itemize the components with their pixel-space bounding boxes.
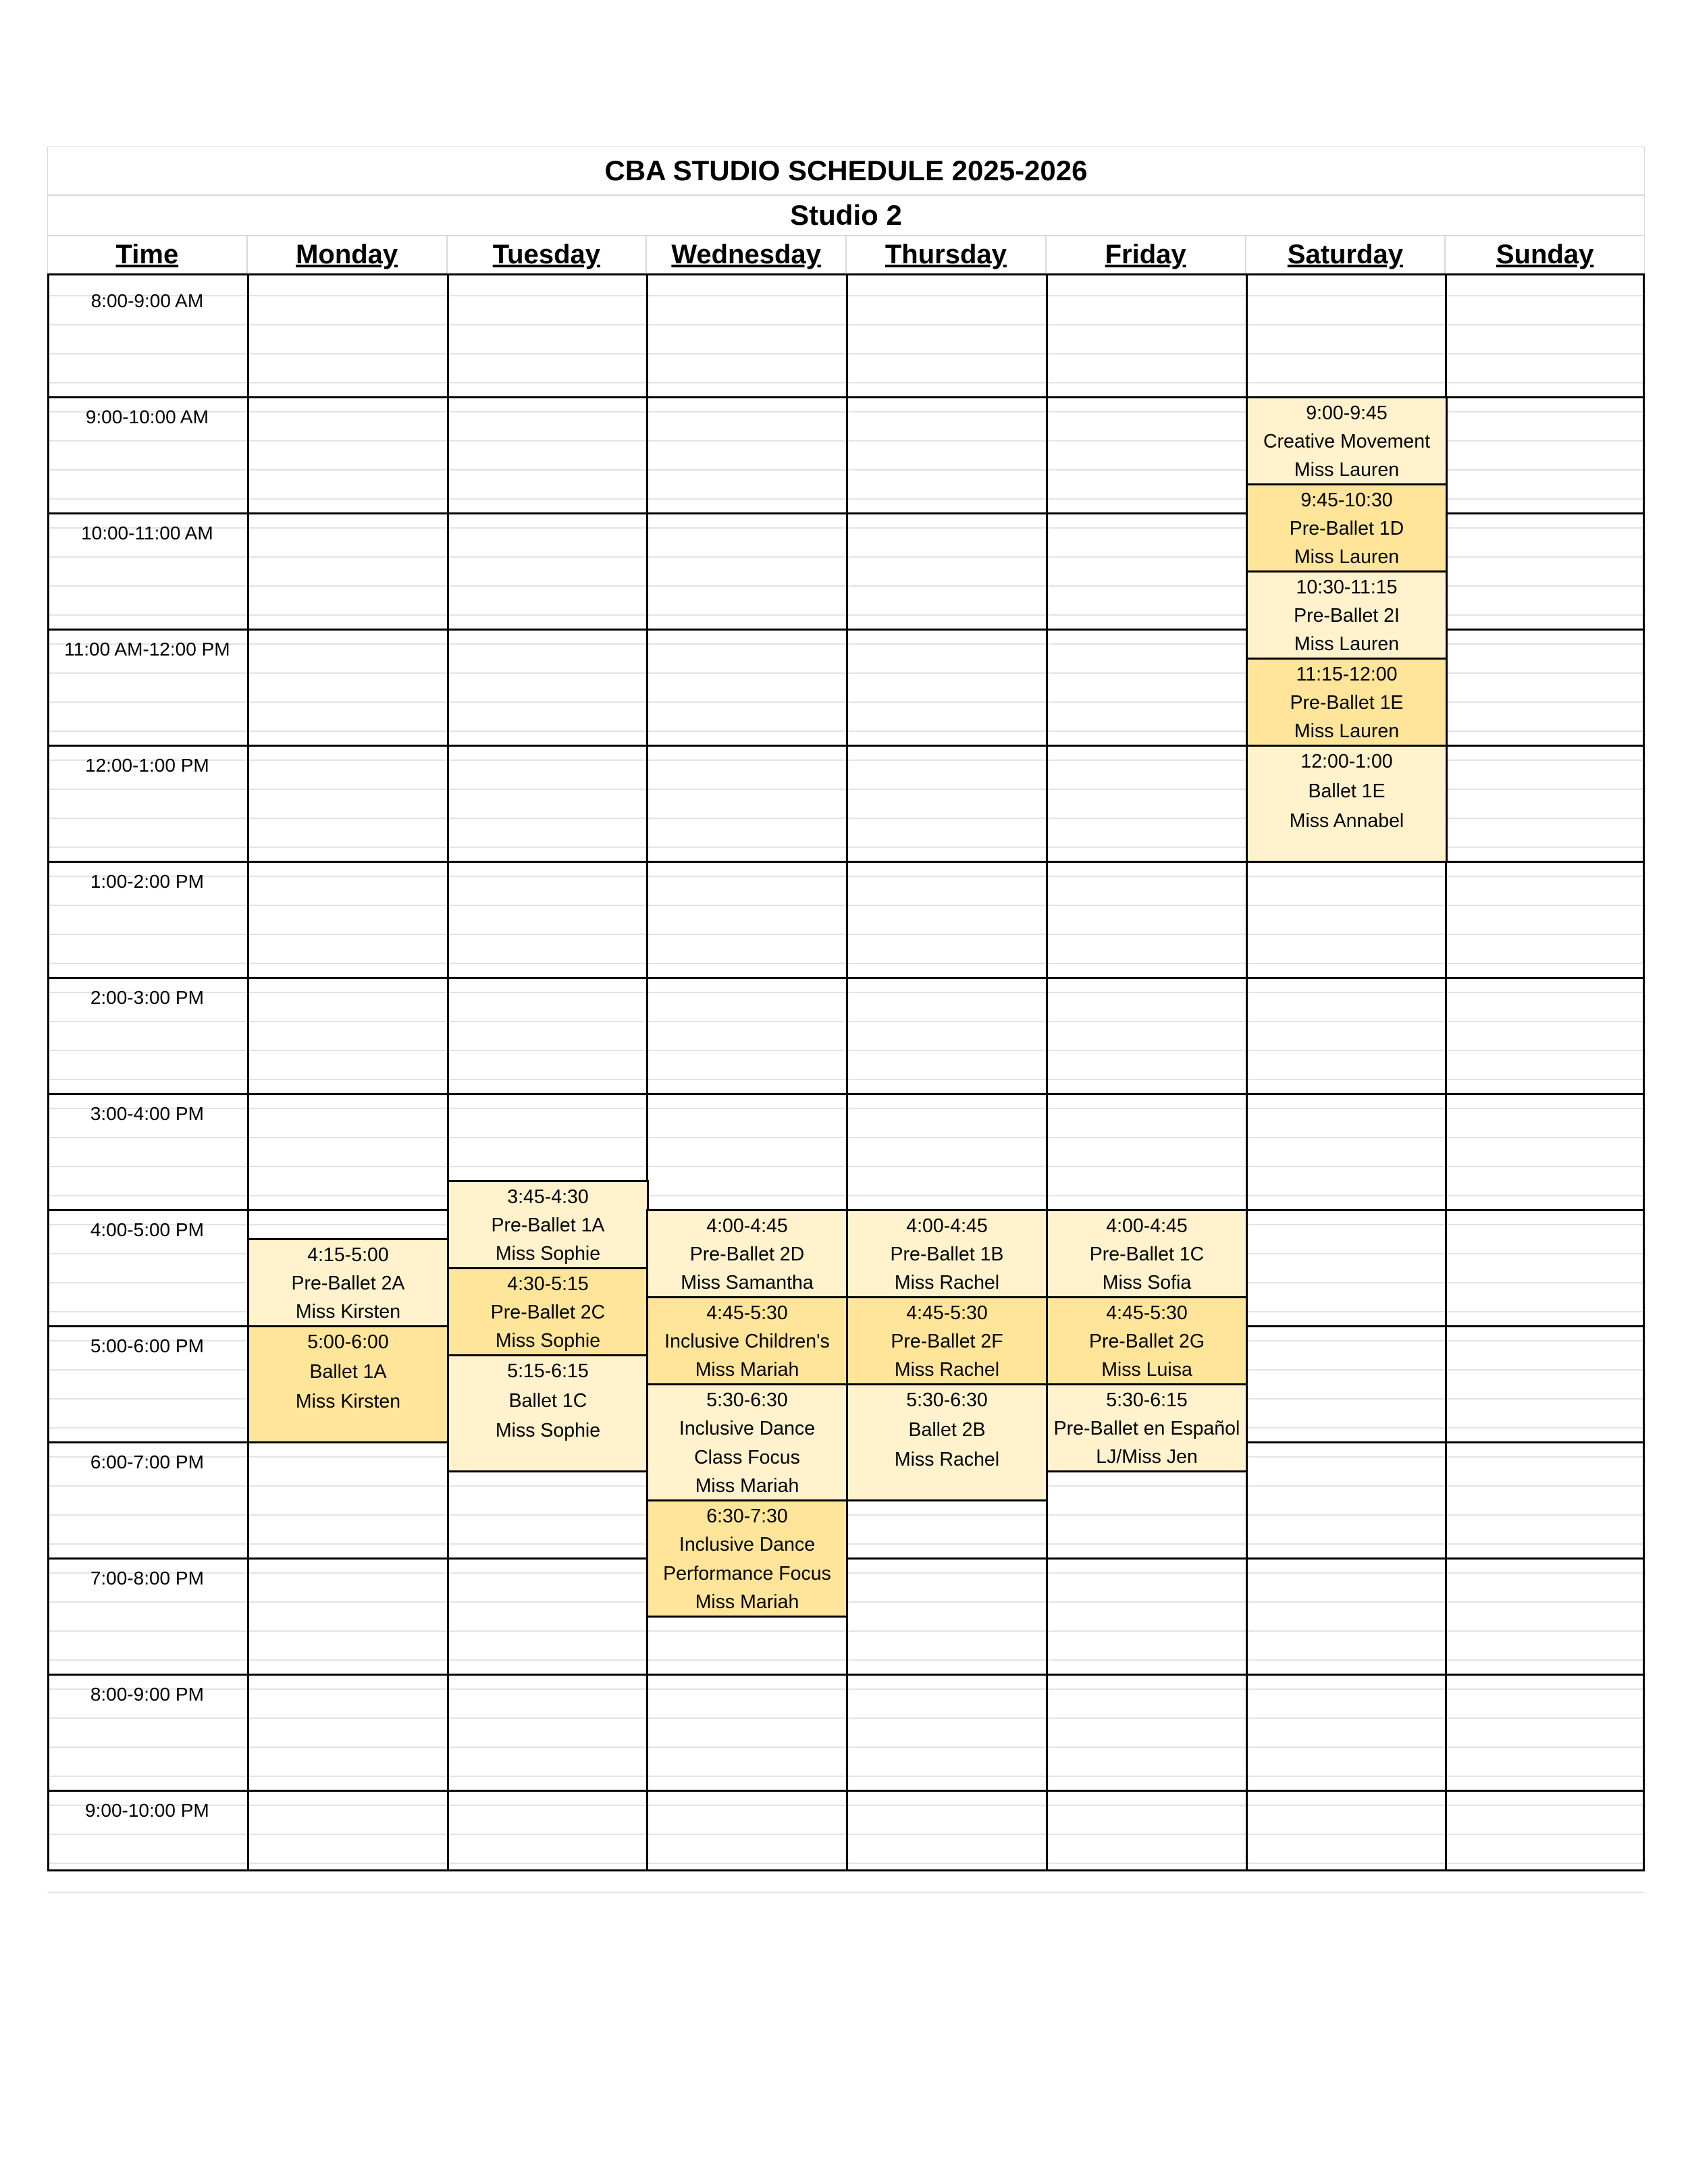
header-time: Time bbox=[47, 236, 247, 273]
schedule-sheet bbox=[47, 147, 1645, 1871]
class-name: Ballet 2B bbox=[908, 1419, 986, 1441]
class-block bbox=[247, 1238, 449, 1327]
time-slot-label: 12:00-1:00 PM bbox=[85, 755, 209, 776]
time-slot-label: 10:00-11:00 AM bbox=[81, 523, 213, 543]
class-name: Pre-Ballet 2A bbox=[291, 1273, 405, 1294]
class-block bbox=[1046, 1383, 1248, 1472]
time-slot-label: 8:00-9:00 AM bbox=[90, 290, 204, 311]
class-time: 4:45-5:30 bbox=[706, 1302, 788, 1324]
class-instructor: Miss Mariah bbox=[695, 1359, 799, 1381]
class-block bbox=[646, 1499, 848, 1618]
header-saturday: Saturday bbox=[1246, 236, 1446, 273]
time-slot-label: 1:00-2:00 PM bbox=[90, 871, 204, 892]
class-instructor: Miss Sophie bbox=[495, 1330, 601, 1352]
class-name: Pre-Ballet 2I bbox=[1294, 605, 1400, 627]
sub-row-line bbox=[47, 1892, 1645, 1893]
class-block bbox=[846, 1383, 1048, 1501]
class-name: Creative Movement bbox=[1263, 431, 1431, 452]
time-slot-label: 11:00 AM-12:00 PM bbox=[64, 639, 230, 660]
class-name: Pre-Ballet 1A bbox=[491, 1215, 605, 1236]
column-line bbox=[1046, 273, 1048, 1871]
class-name: Pre-Ballet 2F bbox=[891, 1331, 1003, 1352]
schedule-title: CBA STUDIO SCHEDULE 2025-2026 bbox=[47, 147, 1645, 195]
class-block bbox=[447, 1267, 649, 1356]
class-focus: Performance Focus bbox=[663, 1562, 831, 1584]
class-instructor: Miss Lauren bbox=[1294, 720, 1400, 742]
class-block bbox=[1246, 745, 1448, 863]
class-time: 4:00-4:45 bbox=[906, 1215, 988, 1237]
time-slot-label: 8:00-9:00 PM bbox=[90, 1684, 204, 1705]
class-time: 4:45-5:30 bbox=[906, 1302, 988, 1324]
time-slot-label: 9:00-10:00 PM bbox=[85, 1800, 209, 1821]
class-name: Pre-Ballet 2G bbox=[1088, 1331, 1205, 1352]
class-time: 11:15-12:00 bbox=[1296, 664, 1398, 685]
time-slot-label: 6:00-7:00 PM bbox=[90, 1451, 204, 1472]
class-block bbox=[1246, 570, 1448, 660]
class-instructor: Miss Samantha bbox=[681, 1272, 814, 1294]
class-name: Pre-Ballet 2C bbox=[490, 1302, 606, 1323]
class-block bbox=[846, 1209, 1048, 1298]
class-time: 5:30-6:30 bbox=[906, 1389, 988, 1411]
header-tuesday: Tuesday bbox=[447, 236, 647, 273]
class-focus: Class Focus bbox=[694, 1446, 800, 1468]
class-time: 9:45-10:30 bbox=[1300, 489, 1393, 511]
class-instructor: Miss Lauren bbox=[1294, 459, 1400, 481]
class-block bbox=[247, 1325, 449, 1443]
time-slot-label: 3:00-4:00 PM bbox=[90, 1103, 204, 1124]
time-slot-label: 9:00-10:00 AM bbox=[85, 406, 209, 427]
class-time: 6:30-7:30 bbox=[706, 1506, 788, 1527]
class-name: Ballet 1C bbox=[508, 1390, 587, 1412]
class-instructor: Miss Sophie bbox=[495, 1243, 601, 1264]
class-instructor: Miss Mariah bbox=[695, 1591, 799, 1613]
class-block bbox=[646, 1383, 848, 1501]
class-name: Pre-Ballet 1D bbox=[1289, 518, 1404, 539]
header-monday: Monday bbox=[247, 236, 447, 273]
class-instructor: Miss Lauren bbox=[1294, 546, 1400, 568]
column-line bbox=[247, 273, 249, 1871]
class-block bbox=[447, 1180, 649, 1269]
time-slot-label: 2:00-3:00 PM bbox=[90, 987, 204, 1008]
class-time: 4:15-5:00 bbox=[307, 1244, 389, 1266]
class-time: 4:30-5:15 bbox=[507, 1273, 589, 1295]
class-instructor: Miss Rachel bbox=[894, 1449, 1000, 1470]
class-name: Ballet 1E bbox=[1308, 780, 1386, 802]
class-time: 5:15-6:15 bbox=[507, 1360, 589, 1382]
time-slot-label: 5:00-6:00 PM bbox=[90, 1335, 204, 1356]
class-instructor: LJ/Miss Jen bbox=[1096, 1446, 1198, 1468]
class-time: 10:30-11:15 bbox=[1296, 577, 1398, 598]
class-name: Inclusive Children's bbox=[664, 1331, 830, 1352]
class-instructor: Miss Luisa bbox=[1101, 1359, 1192, 1381]
class-instructor: Miss Sophie bbox=[495, 1420, 601, 1441]
time-slot-label: 4:00-5:00 PM bbox=[90, 1219, 204, 1240]
column-line bbox=[1643, 273, 1645, 1871]
class-time: 4:00-4:45 bbox=[1106, 1215, 1188, 1237]
class-block bbox=[1046, 1209, 1248, 1298]
class-time: 9:00-9:45 bbox=[1306, 402, 1388, 424]
class-instructor: Miss Rachel bbox=[894, 1272, 1000, 1294]
header-friday: Friday bbox=[1046, 236, 1246, 273]
class-instructor: Miss Annabel bbox=[1289, 810, 1404, 832]
class-block bbox=[447, 1354, 649, 1472]
class-name: Pre-Ballet 2D bbox=[689, 1244, 805, 1265]
class-time: 5:30-6:30 bbox=[706, 1389, 788, 1411]
class-time: 5:30-6:15 bbox=[1106, 1389, 1188, 1411]
class-block bbox=[1046, 1296, 1248, 1385]
class-instructor: Miss Mariah bbox=[695, 1474, 799, 1497]
class-block bbox=[1246, 483, 1448, 572]
class-time: 4:00-4:45 bbox=[706, 1215, 788, 1237]
column-line bbox=[646, 273, 648, 1871]
schedule-grid bbox=[47, 273, 1645, 1871]
class-name: Inclusive Dance bbox=[679, 1418, 816, 1440]
class-block bbox=[646, 1296, 848, 1385]
header-wednesday: Wednesday bbox=[646, 236, 846, 273]
class-name: Pre-Ballet en Español bbox=[1053, 1418, 1240, 1439]
class-name: Pre-Ballet 1E bbox=[1290, 692, 1404, 714]
column-line bbox=[846, 273, 848, 1871]
class-time: 4:45-5:30 bbox=[1106, 1302, 1188, 1324]
class-block bbox=[646, 1209, 848, 1298]
class-name: Ballet 1A bbox=[309, 1361, 387, 1383]
header-sunday: Sunday bbox=[1445, 236, 1645, 273]
class-name: Pre-Ballet 1B bbox=[890, 1244, 1004, 1265]
class-block bbox=[846, 1296, 1048, 1385]
class-name: Pre-Ballet 1C bbox=[1089, 1244, 1205, 1265]
class-instructor: Miss Lauren bbox=[1294, 633, 1400, 655]
class-instructor: Miss Kirsten bbox=[295, 1301, 401, 1323]
class-instructor: Miss Kirsten bbox=[295, 1391, 401, 1412]
class-instructor: Miss Rachel bbox=[894, 1359, 1000, 1381]
time-slot-label: 7:00-8:00 PM bbox=[90, 1568, 204, 1589]
class-time: 5:00-6:00 bbox=[307, 1331, 389, 1353]
class-time: 12:00-1:00 bbox=[1300, 751, 1393, 772]
class-block bbox=[1246, 658, 1448, 747]
class-time: 3:45-4:30 bbox=[507, 1186, 589, 1208]
studio-subtitle: Studio 2 bbox=[47, 195, 1645, 236]
column-line bbox=[447, 273, 449, 1871]
column-line bbox=[47, 273, 49, 1871]
class-instructor: Miss Sofia bbox=[1102, 1272, 1192, 1294]
class-name: Inclusive Dance bbox=[679, 1534, 816, 1556]
header-thursday: Thursday bbox=[846, 236, 1046, 273]
class-block bbox=[1246, 396, 1448, 485]
